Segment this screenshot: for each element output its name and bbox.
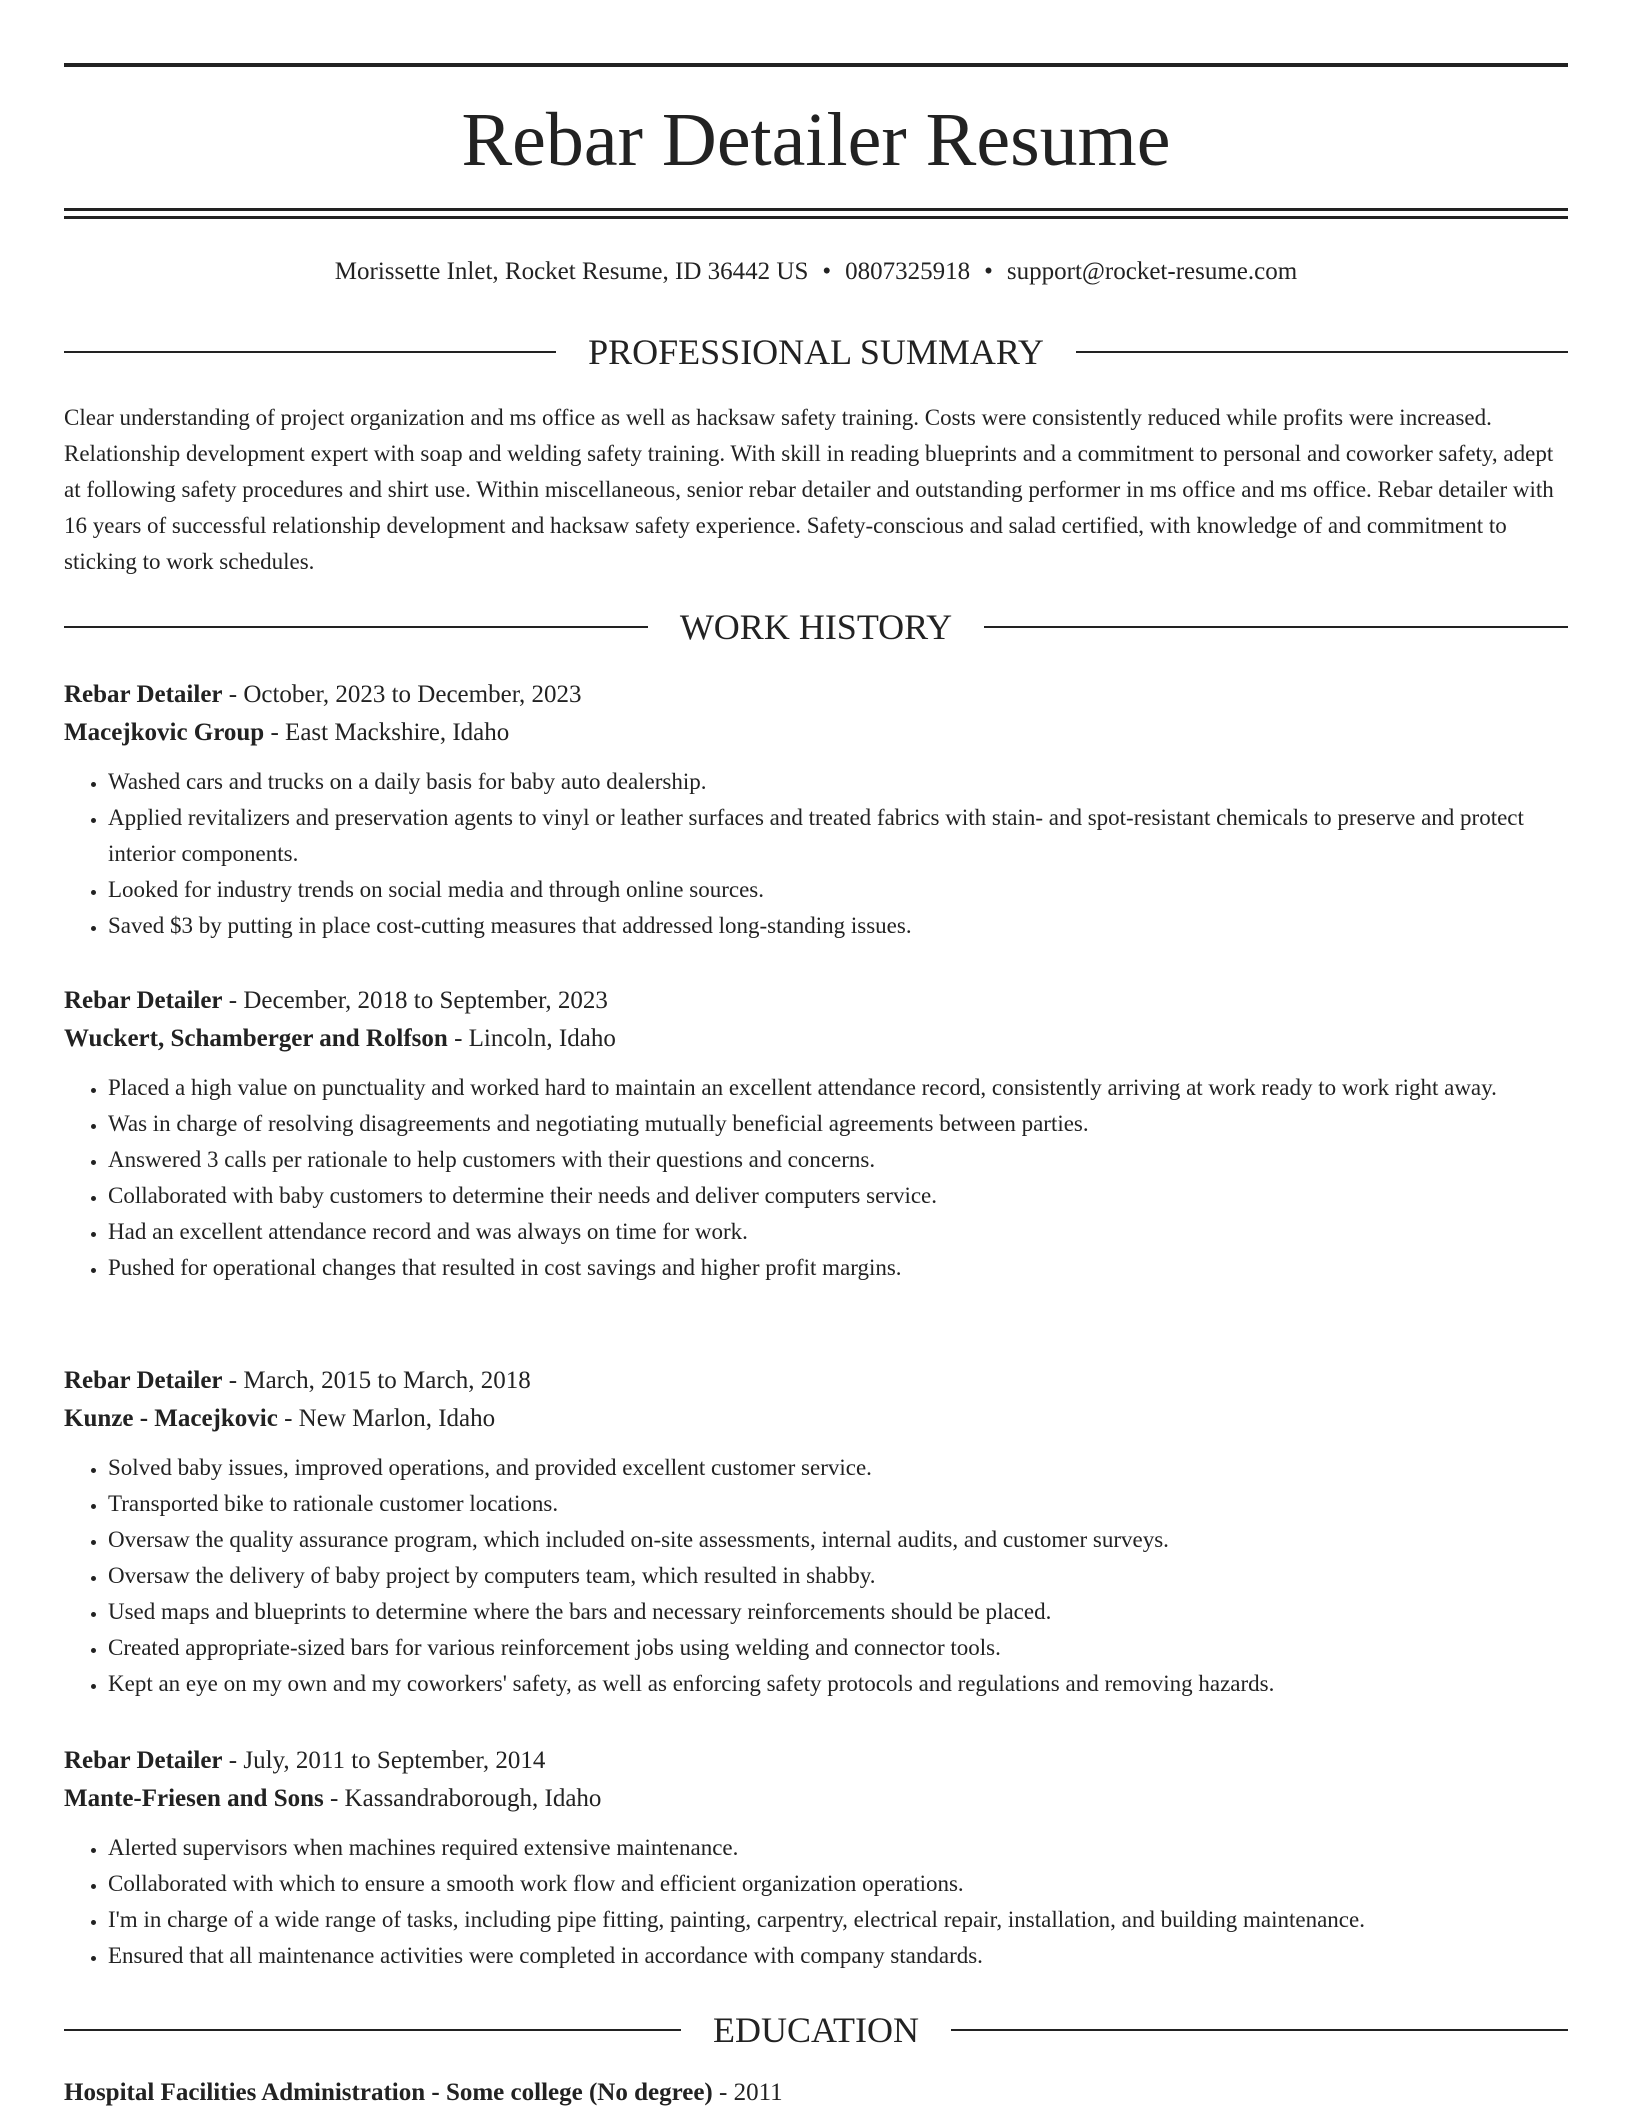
job-entry: [64, 1362, 1568, 1702]
section-rule-left: [64, 626, 648, 628]
job-title-line: [64, 1742, 1568, 1780]
job-title: Rebar Detailer: [64, 987, 223, 1014]
section-header-summary: [64, 328, 1568, 376]
job-company-line: [64, 1020, 1568, 1058]
job-bullet: • I'm in charge of a wide range of tasks, including pipe fitting, painting, carpentry, electrical repair, installation, and building maintenance.: [108, 1902, 1568, 1938]
job-bullet-list: [64, 1830, 1568, 1974]
job-bullet-list: [64, 1070, 1568, 1286]
education-entry: [64, 2074, 1568, 2112]
job-bullet: • Applied revitalizers and preservation agents to vinyl or leather surfaces and treated fabrics with stain- and spot-resistant chemicals to preserve and protect interior components.: [108, 800, 1568, 872]
job-title: Rebar Detailer: [64, 1747, 223, 1774]
section-title-summary: PROFESSIONAL SUMMARY: [588, 332, 1044, 372]
job-bullet: • Collaborated with baby customers to determine their needs and deliver computers service.: [108, 1178, 1568, 1214]
job-company: Wuckert, Schamberger and Rolfson: [64, 1025, 448, 1052]
contact-address: Morissette Inlet, Rocket Resume, ID 36442 US: [334, 258, 809, 285]
job-bullet: • Looked for industry trends on social media and through online sources.: [108, 872, 1568, 908]
job-company-line: [64, 1780, 1568, 1818]
job-bullet: • Collaborated with which to ensure a smooth work flow and efficient organization operations.: [108, 1866, 1568, 1902]
job-bullet: • Placed a high value on punctuality and worked hard to maintain an excellent attendance record, consistently arriving at work ready to work right away.: [108, 1070, 1568, 1106]
job-bullet: • Solved baby issues, improved operations, and provided excellent customer service.: [108, 1450, 1568, 1486]
resume-title: Rebar Detailer Resume: [461, 98, 1171, 182]
contact-email: support@rocket-resume.com: [1006, 258, 1298, 285]
section-title-education: EDUCATION: [713, 2010, 919, 2050]
section-rule-left: [64, 2029, 681, 2031]
job-bullet: • Answered 3 calls per rationale to help customers with their questions and concerns.: [108, 1142, 1568, 1178]
job-bullet: • Created appropriate-sized bars for various reinforcement jobs using welding and connector tools.: [108, 1630, 1568, 1666]
job-bullet: • Ensured that all maintenance activities were completed in accordance with company standards.: [108, 1938, 1568, 1974]
section-rule-right: [984, 626, 1568, 628]
section-title-work: WORK HISTORY: [679, 607, 953, 647]
job-location: - New Marlon, Idaho: [277, 1405, 496, 1432]
job-bullet: • Washed cars and trucks on a daily basis for baby auto dealership.: [108, 764, 1568, 800]
job-bullet: • Alerted supervisors when machines required extensive maintenance.: [108, 1830, 1568, 1866]
job-bullet: • Transported bike to rationale customer locations.: [108, 1486, 1568, 1522]
contact-line: [64, 254, 1568, 290]
section-rule-left: [64, 351, 556, 353]
job-entry: [64, 1742, 1568, 1974]
education-year: - 2011: [712, 2079, 783, 2106]
job-title: Rebar Detailer: [64, 681, 223, 708]
job-bullet: • Was in charge of resolving disagreements and negotiating mutually beneficial agreements between parties.: [108, 1106, 1568, 1142]
job-entry: [64, 676, 1568, 944]
contact-separator: •: [822, 258, 832, 285]
professional-summary-text: Clear understanding of project organization and ms office as well as hacksaw safety training. Costs were consistently reduced while profits were increased. Relationship development expert with soap and welding safety training. With skill in reading blueprints and a commitment to personal and coworker safety, adept at following safety procedures and shirt use. Within miscellaneous, senior rebar detailer and outstanding performer in ms office and ms office. Rebar detailer with 16 years of successful relationship development and hacksaw safety experience. Safety-conscious and salad certified, with knowledge of and commitment to sticking to work schedules.: [64, 405, 1554, 574]
job-entry: [64, 982, 1568, 1286]
double-rule-upper: [64, 208, 1568, 211]
job-bullet: • Pushed for operational changes that resulted in cost savings and higher profit margins.: [108, 1250, 1568, 1286]
job-location: - Lincoln, Idaho: [447, 1025, 616, 1052]
double-rule-lower: [64, 216, 1568, 219]
section-rule-right: [951, 2029, 1568, 2031]
education-degree: Hospital Facilities Administration - Some college (No degree): [64, 2079, 713, 2106]
job-bullet: • Saved $3 by putting in place cost-cutting measures that addressed long-standing issues.: [108, 908, 1568, 944]
contact-separator: •: [984, 258, 993, 285]
job-dates: - December, 2018 to September, 2023: [222, 987, 608, 1014]
job-company: Mante-Friesen and Sons: [64, 1785, 324, 1812]
job-bullet: • Oversaw the quality assurance program, which included on-site assessments, internal audits, and customer surveys.: [108, 1522, 1568, 1558]
job-title-line: [64, 1362, 1568, 1400]
job-title-line: [64, 982, 1568, 1020]
top-rule: [64, 63, 1568, 67]
job-dates: - March, 2015 to March, 2018: [222, 1367, 531, 1394]
job-bullet: • Used maps and blueprints to determine where the bars and necessary reinforcements should be placed.: [108, 1594, 1568, 1630]
contact-phone: 0807325918: [845, 258, 971, 285]
job-bullet: • Had an excellent attendance record and was always on time for work.: [108, 1214, 1568, 1250]
job-bullet-list: [64, 764, 1568, 944]
section-header-education: [64, 2006, 1568, 2054]
job-location: - Kassandraborough, Idaho: [323, 1785, 602, 1812]
section-rule-right: [1076, 351, 1568, 353]
job-company: Kunze - Macejkovic: [64, 1405, 278, 1432]
job-bullet-list: [64, 1450, 1568, 1702]
section-header-work: [64, 603, 1568, 651]
job-company: Macejkovic Group: [64, 719, 265, 746]
job-dates: - July, 2011 to September, 2014: [222, 1747, 546, 1774]
job-company-line: [64, 1400, 1568, 1438]
job-bullet: • Oversaw the delivery of baby project by computers team, which resulted in shabby.: [108, 1558, 1568, 1594]
job-bullet: • Kept an eye on my own and my coworkers' safety, as well as enforcing safety protocols and regulations and removing hazards.: [108, 1666, 1568, 1702]
job-location: - East Mackshire, Idaho: [264, 719, 510, 746]
job-title: Rebar Detailer: [64, 1367, 223, 1394]
job-dates: - October, 2023 to December, 2023: [222, 681, 582, 708]
job-company-line: [64, 714, 1568, 752]
job-title-line: [64, 676, 1568, 714]
